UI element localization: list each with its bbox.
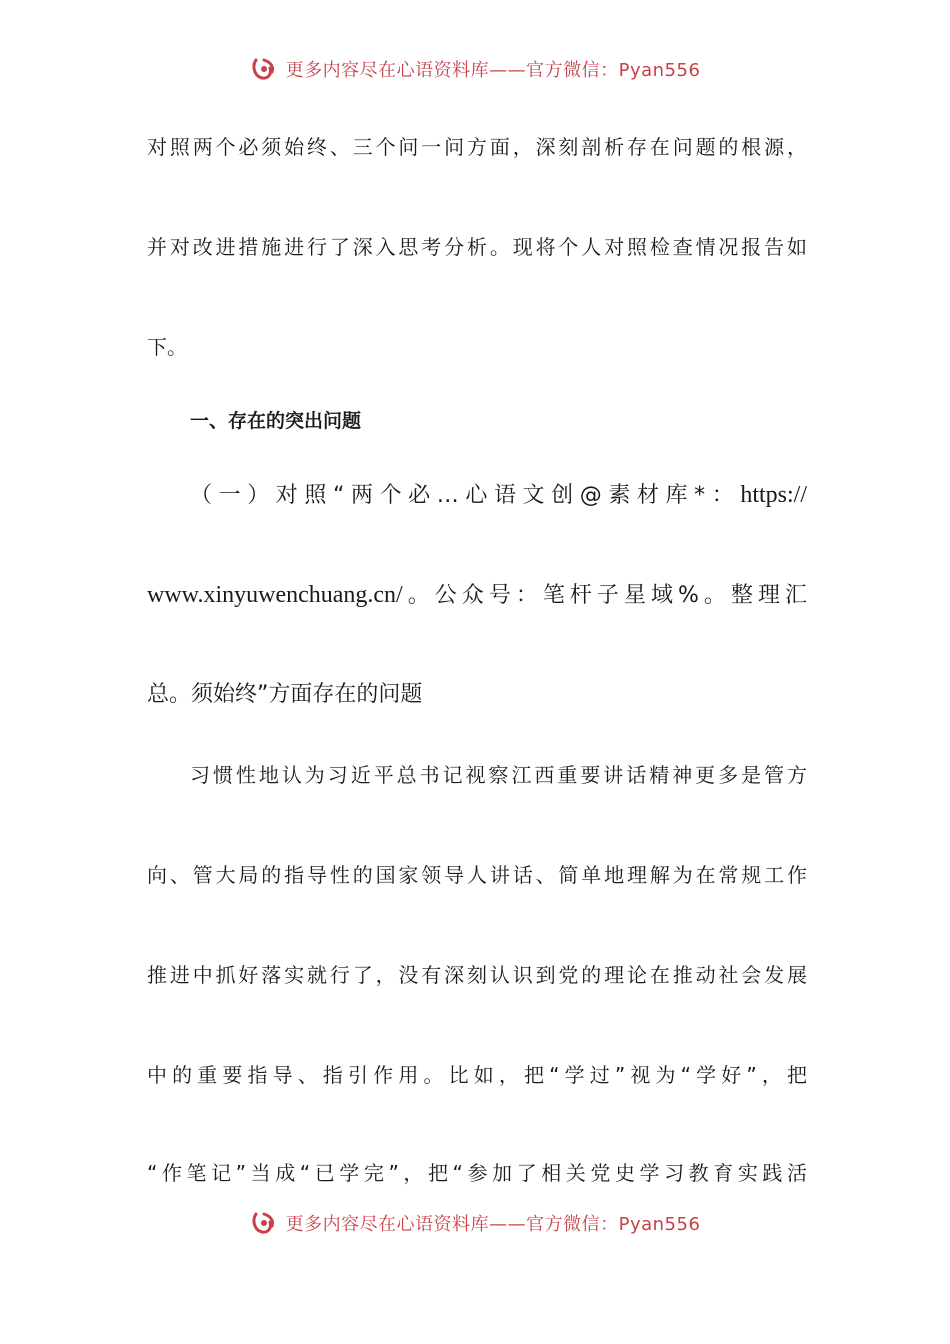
intro-line-2: 并对改进措施进行了深入思考分析。现将个人对照检查情况报告如 (147, 235, 807, 259)
body-line-1: 习惯性地认为习近平总书记视察江西重要讲话精神更多是管方 (190, 763, 807, 787)
subheading-url-part-1: https:// (740, 482, 807, 508)
subheading-url-part-2: www.xinyuwenchuang.cn/ (147, 582, 403, 608)
subheading-line-3: 总。须始终”方面存在的问题 (147, 682, 423, 707)
subheading-line-1 (190, 478, 807, 512)
watermark-top (0, 54, 950, 84)
watermark-text: 更多内容尽在心语资料库——官方微信：Pyan556 (285, 1214, 701, 1235)
intro-line-3: 下。 (147, 335, 187, 359)
section-heading: 一、存在的突出问题 (190, 410, 362, 432)
brand-logo-icon (250, 1210, 280, 1236)
brand-logo-icon (250, 56, 280, 82)
subheading-line-2 (147, 578, 807, 612)
body-line-2: 向、管大局的指导性的国家领导人讲话、简单地理解为在常规工作 (147, 863, 807, 887)
subheading-rest: 。公众号：笔杆子星域%。整理汇 (402, 583, 807, 608)
body-line-5: “作笔记”当成“已学完”，把“参加了相关党史学习教育实践活 (147, 1161, 807, 1185)
body-line-4: 中的重要指导、指引作用。比如，把“学过”视为“学好”，把 (147, 1063, 807, 1087)
watermark-text: 更多内容尽在心语资料库——官方微信：Pyan556 (285, 60, 701, 81)
body-line-3: 推进中抓好落实就行了，没有深刻认识到党的理论在推动社会发展 (147, 963, 807, 987)
intro-line-1: 对照两个必须始终、三个问一问方面，深刻剖析存在问题的根源， (147, 135, 807, 159)
watermark-bottom (0, 1208, 950, 1238)
subheading-prefix: （一）对照“两个必…心语文创@素材库*： (190, 483, 741, 508)
